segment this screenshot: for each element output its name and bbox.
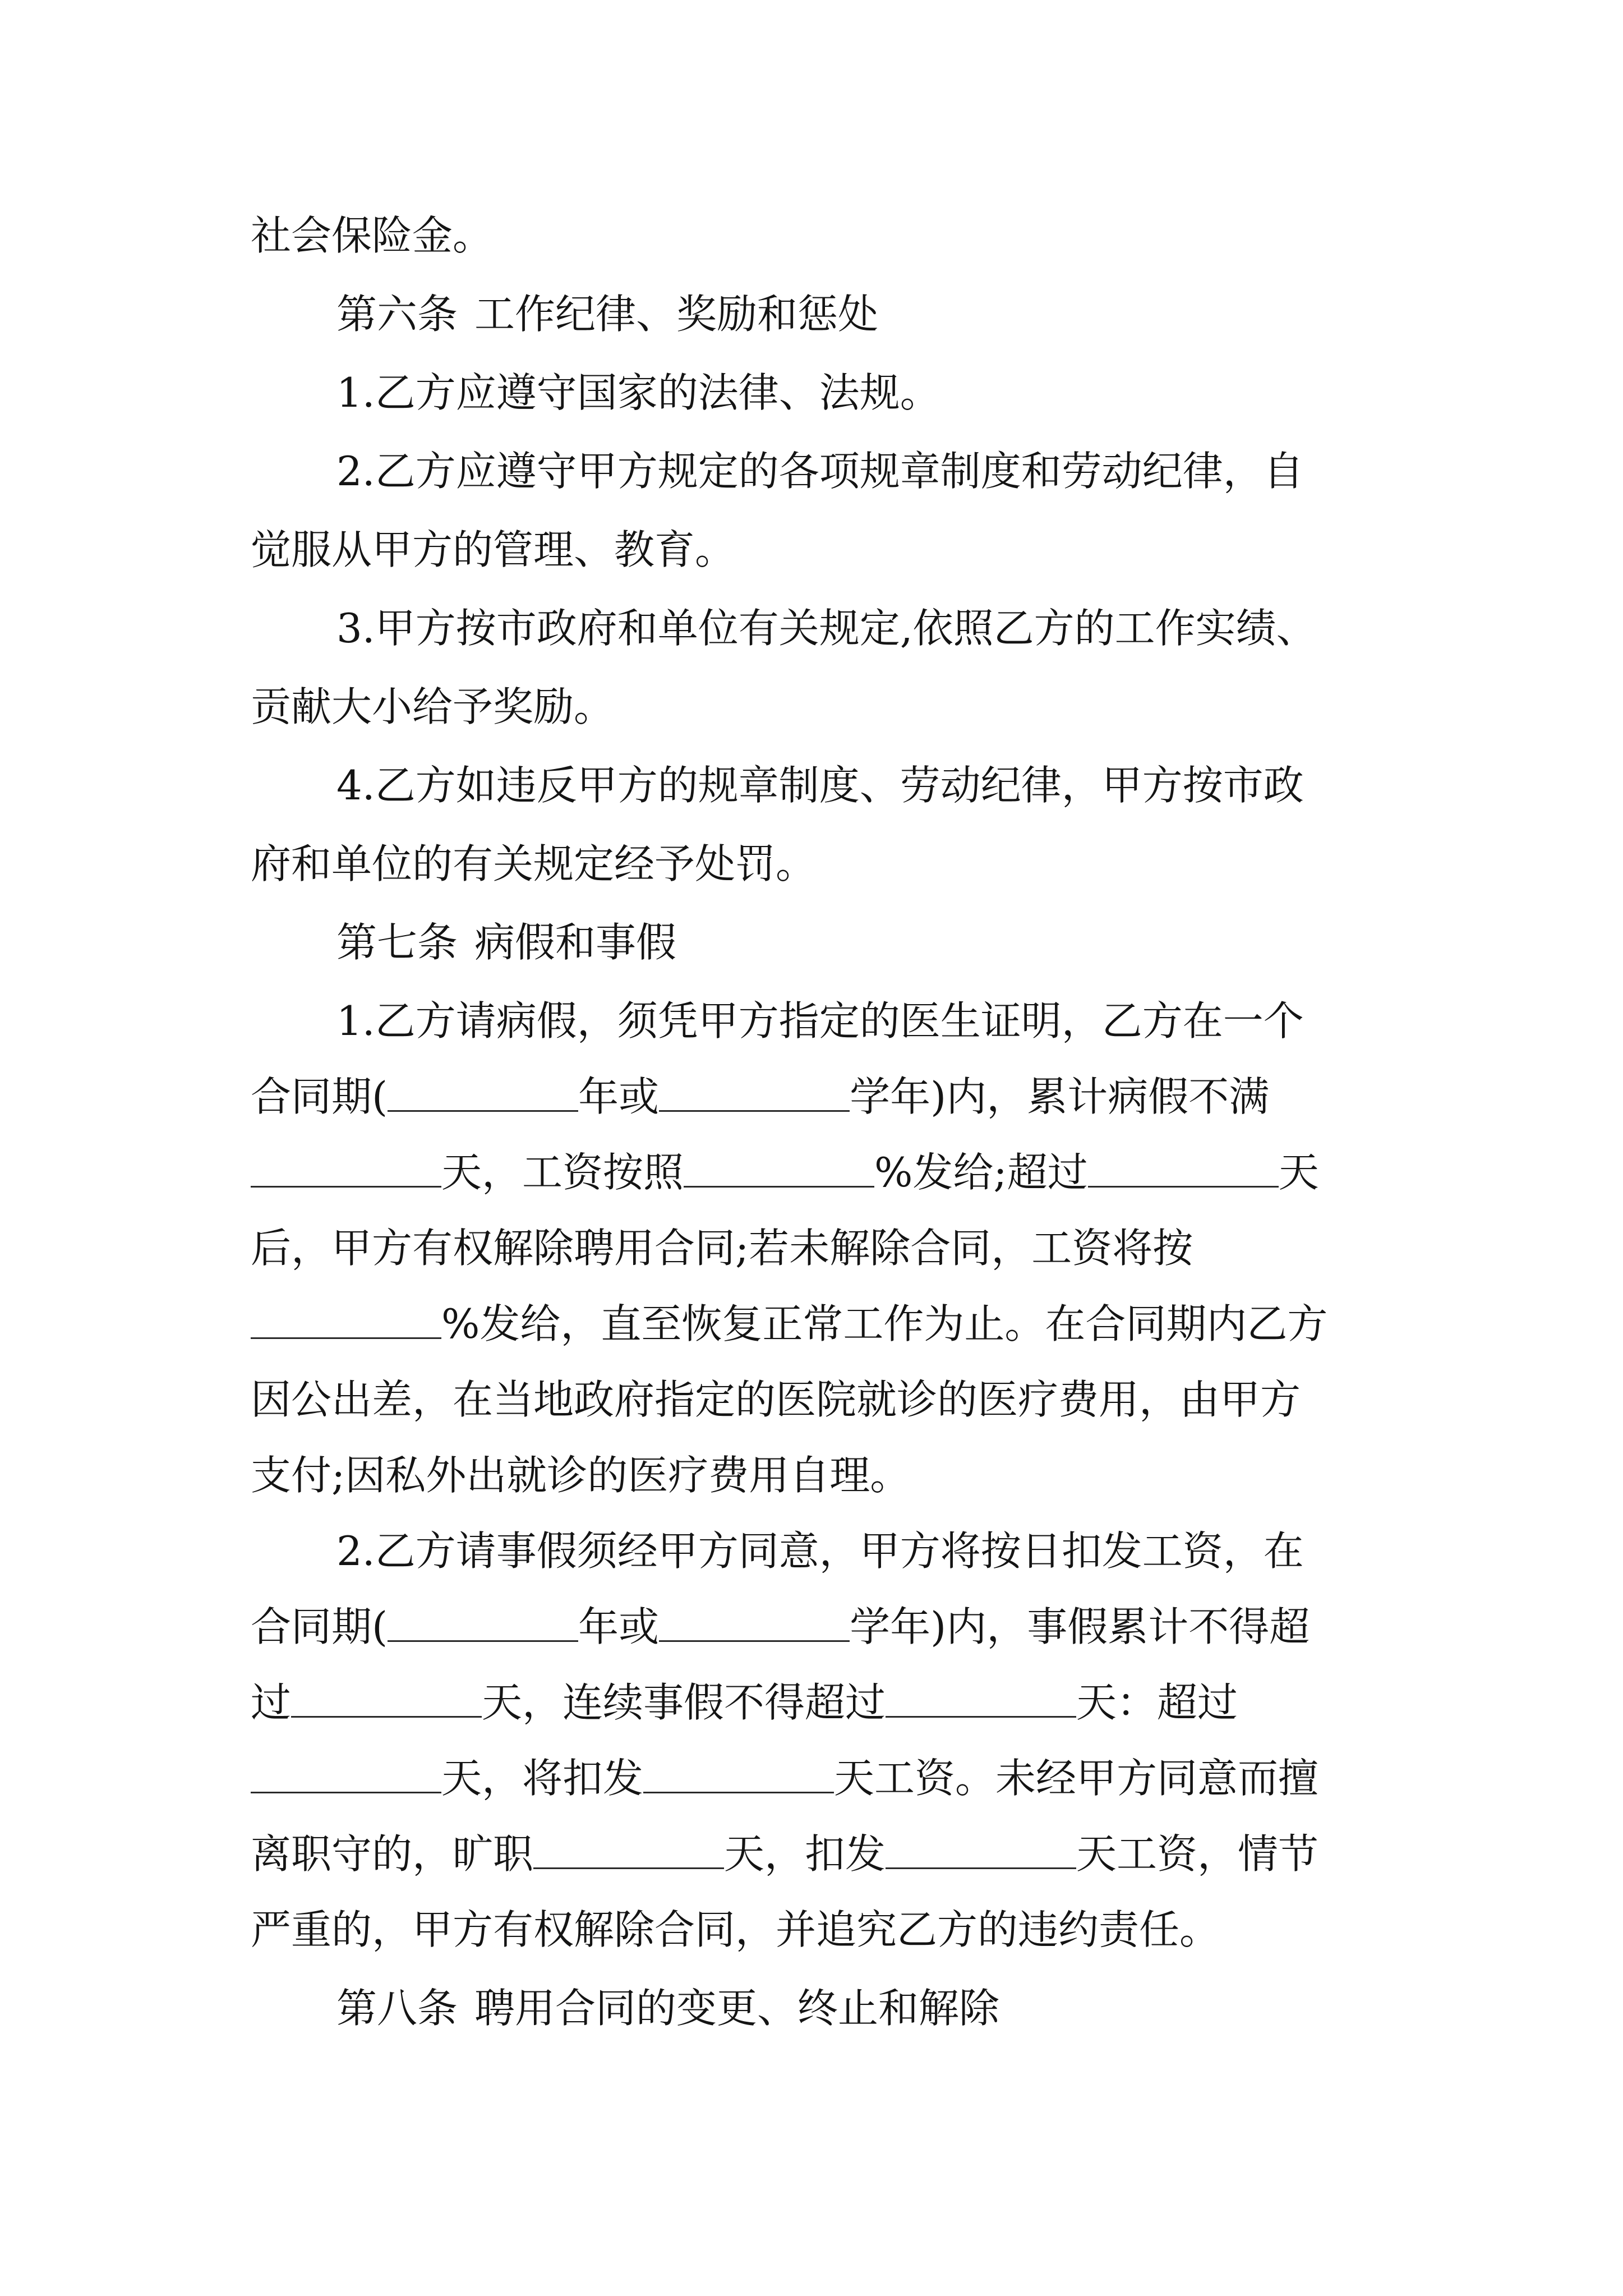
paragraph-line: 因公出差，在当地政府指定的医院就诊的医疗费用，由甲方	[251, 1376, 1301, 1423]
paragraph-line: 支付;因私外出就诊的医疗费用自理。	[251, 1452, 911, 1499]
paragraph-line: 4.乙方如违反甲方的规章制度、劳动纪律，甲方按市政	[336, 762, 1304, 809]
paragraph-line: 合同期( 年或 学年)内，事假累计不得超	[251, 1599, 1310, 1655]
article-number: 第六条	[336, 291, 458, 338]
fill-in-blank[interactable]	[251, 1752, 441, 1793]
fill-in-blank[interactable]	[886, 1828, 1076, 1869]
paragraph-line: 严重的，甲方有权解除合同，并追究乙方的违约责任。	[251, 1906, 1220, 1953]
paragraph-line: 过 天，连续事假不得超过 天：超过	[251, 1674, 1238, 1731]
fill-in-blank[interactable]	[643, 1752, 834, 1793]
paragraph-line: 2.乙方请事假须经甲方同意，甲方将按日扣发工资，在	[336, 1527, 1304, 1575]
fill-in-blank[interactable]	[388, 1601, 578, 1642]
article-title: 聘用合同的变更、终止和解除	[474, 1985, 1000, 2032]
paragraph-line: 1.乙方请病假，须凭甲方指定的医生证明，乙方在一个	[336, 997, 1304, 1045]
fill-in-blank[interactable]	[388, 1071, 578, 1112]
fill-in-blank[interactable]	[251, 1298, 441, 1339]
article-number: 第八条	[336, 1985, 458, 2032]
fill-in-blank[interactable]	[1088, 1147, 1279, 1188]
fill-in-blank[interactable]	[251, 1147, 441, 1188]
paragraph-line: 后，甲方有权解除聘用合同;若未解除合同，工资将按	[251, 1225, 1193, 1272]
paragraph-line: 天，将扣发 天工资。未经甲方同意而擅	[251, 1750, 1318, 1806]
fill-in-blank[interactable]	[659, 1071, 850, 1112]
paragraph-line: 府和单位的有关规定经予处罚。	[251, 840, 817, 887]
paragraph-line: 贡献大小给予奖励。	[251, 683, 615, 730]
section-heading-6	[336, 286, 878, 342]
paragraph-line: 离职守的，旷职 天，扣发 天工资，情节	[251, 1826, 1318, 1882]
fill-in-blank[interactable]	[684, 1147, 874, 1188]
fill-in-blank[interactable]	[659, 1601, 850, 1642]
section-heading-8	[336, 1980, 999, 2036]
section-heading-7	[336, 914, 676, 970]
paragraph-line: 2.乙方应遵守甲方规定的各项规章制度和劳动纪律，自	[336, 448, 1304, 495]
paragraph-line: 合同期( 年或 学年)内，累计病假不满	[251, 1069, 1269, 1125]
article-number: 第七条	[336, 919, 458, 966]
paragraph-line: %发给，直至恢复正常工作为止。在合同期内乙方	[251, 1296, 1327, 1352]
fill-in-blank[interactable]	[886, 1677, 1076, 1718]
paragraph-line: 3.甲方按市政府和单位有关规定,依照乙方的工作实绩、	[336, 605, 1317, 652]
article-title: 工作纪律、奖励和惩处	[474, 291, 879, 338]
paragraph-line: 天，工资按照 %发给;超过 天	[251, 1144, 1319, 1200]
fill-in-blank[interactable]	[533, 1828, 724, 1869]
fill-in-blank[interactable]	[291, 1677, 482, 1718]
article-title: 病假和事假	[474, 919, 677, 966]
paragraph-line: 觉服从甲方的管理、教育。	[251, 526, 736, 573]
paragraph-line: 1.乙方应遵守国家的法律、法规。	[336, 369, 940, 416]
paragraph-line: 社会保险金。	[251, 212, 494, 259]
